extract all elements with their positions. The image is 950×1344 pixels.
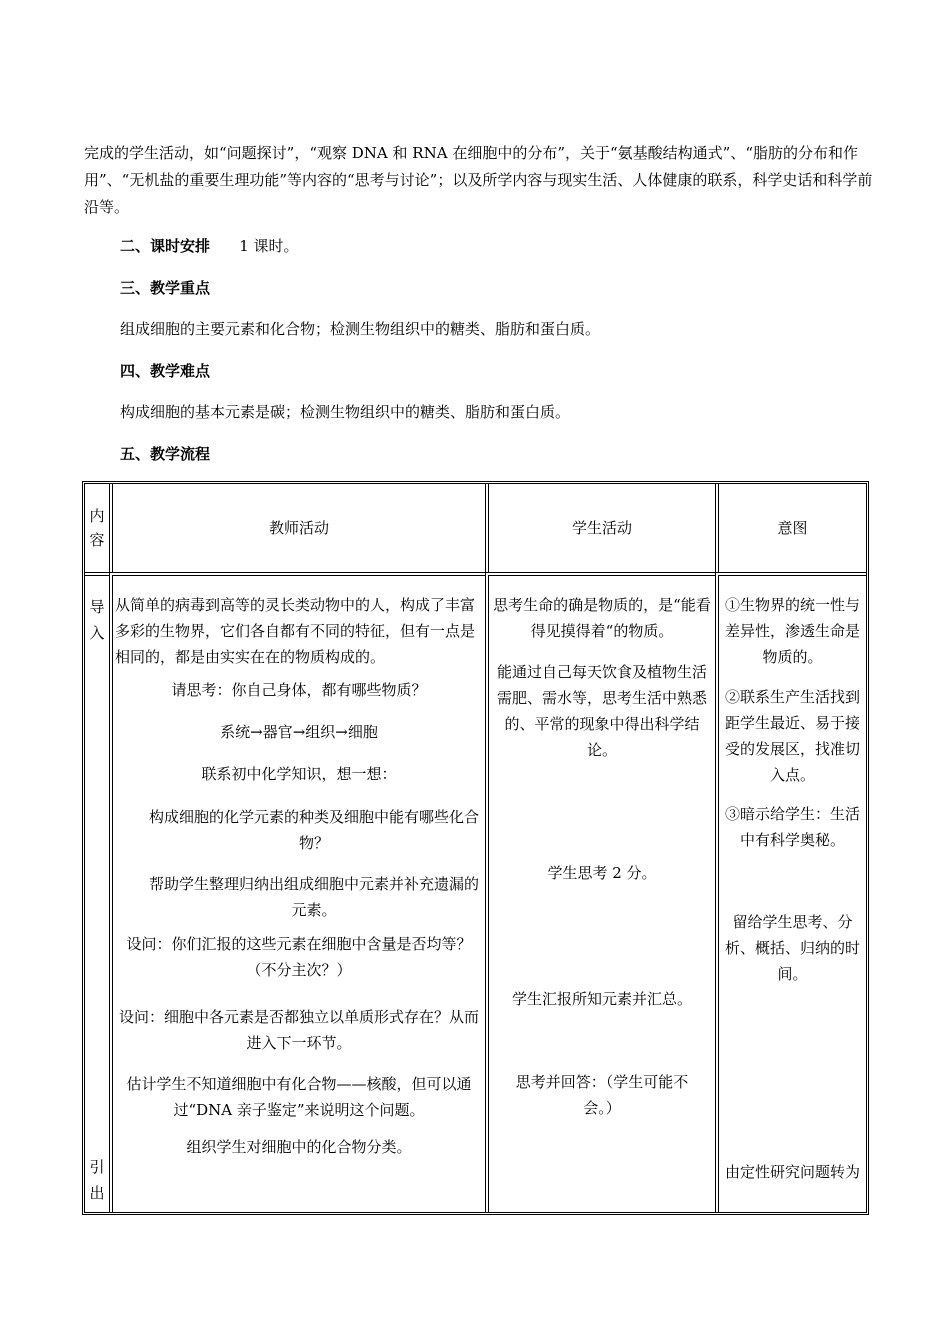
section-difficulties-heading: 四、教学难点 — [120, 362, 211, 380]
teaching-flow-table — [82, 481, 869, 1215]
table-row — [85, 572, 866, 1212]
intent-cell — [715, 572, 866, 1212]
content-char-dao: 导 — [89, 598, 105, 616]
content-char-ru: 入 — [89, 624, 105, 642]
intent-item-2: ②联系生产生活找到距学生最近、易于接受的发展区，找准切入点。 — [724, 688, 860, 784]
intent-item-1: ①生物界的统一性与差异性，渗透生命是物质的。 — [724, 596, 860, 666]
student-item-4: 学生汇报所知元素并汇总。 — [511, 990, 692, 1008]
section-key-points-heading: 三、教学重点 — [120, 279, 211, 297]
teacher-item-4: 联系初中化学知识，想一想： — [201, 765, 397, 783]
teacher-item-9: 估计学生不知道细胞中有化合物——核酸，但可以通过“DNA 亲子鉴定”来说明这个问题。 — [126, 1075, 472, 1119]
student-item-2: 能通过自己每天饮食及植物生活需肥、需水等，思考生活中熟悉的、平常的现象中得出科学结论。 — [496, 663, 707, 759]
student-activity-cell — [485, 572, 715, 1212]
teacher-item-8: 设问：细胞中各元素是否都独立以单质形式存在？从而进入下一环节。 — [118, 1008, 479, 1052]
teacher-item-1: 从简单的病毒到高等的灵长类动物中的人，构成了丰富多彩的生物界，它们各自都有不同的特征，但有一点是相同的，都是由实实在在的物质构成的。 — [115, 596, 476, 666]
student-item-3: 学生思考 2 分。 — [547, 864, 657, 882]
intro-paragraph: 完成的学生活动，如“问题探讨”，“观察 DNA 和 RNA 在细胞中的分布”，关于“氨基酸结构通式”、“脂肪的分布和作用”、“无机盐的重要生理功能”等内容的“思考与讨论”；以及所学内容与现实生活、人体健康的联系，科学史话和科学前沿等。 — [84, 144, 873, 216]
teacher-item-10: 组织学生对细胞中的化合物分类。 — [186, 1138, 412, 1156]
student-item-5: 思考并回答：（学生可能不会。） — [515, 1073, 689, 1117]
schedule-value: 1 课时。 — [239, 237, 299, 255]
intent-item-4: 留给学生思考、分析、概括、归纳的时间。 — [724, 913, 860, 983]
teacher-item-2: 请思考：你自己身体，都有哪些物质？ — [171, 681, 427, 699]
schedule-heading-text: 二、课时安排 — [120, 237, 211, 255]
header-content — [85, 484, 109, 572]
header-content-char-2: 容 — [89, 531, 105, 549]
table-header-row — [85, 484, 866, 572]
teacher-activity-cell — [109, 572, 485, 1212]
content-cell — [85, 572, 109, 1212]
header-intent: 意图 — [715, 484, 866, 572]
section-flow-heading: 五、教学流程 — [120, 445, 211, 463]
difficulties-text: 构成细胞的基本元素是碳；检测生物组织中的糖类、脂肪和蛋白质。 — [120, 403, 571, 421]
intent-item-3: ③暗示给学生：生活中有科学奥秘。 — [724, 805, 860, 849]
intent-item-5: 由定性研究问题转为 — [724, 1163, 860, 1181]
header-student-activity: 学生活动 — [485, 484, 715, 572]
teacher-item-5: 构成细胞的化学元素的种类及细胞中能有哪些化合物？ — [148, 808, 479, 852]
content-char-chu: 出 — [89, 1184, 105, 1202]
header-teacher-activity: 教师活动 — [109, 484, 485, 572]
teacher-item-6: 帮助学生整理归纳出组成细胞中元素并补充遗漏的元素。 — [148, 875, 479, 919]
key-points-text: 组成细胞的主要元素和化合物；检测生物组织中的糖类、脂肪和蛋白质。 — [120, 320, 601, 338]
header-content-char-1: 内 — [89, 507, 105, 525]
content-char-yin: 引 — [89, 1158, 105, 1176]
teacher-item-7: 设问：你们汇报的这些元素在细胞中含量是否均等？（不分主次？） — [126, 935, 472, 979]
student-item-1: 思考生命的确是物质的，是“能看得见摸得着“的物质。 — [493, 596, 711, 640]
teacher-item-3: 系统→器官→组织→细胞 — [220, 723, 378, 741]
section-schedule-heading — [120, 236, 299, 256]
